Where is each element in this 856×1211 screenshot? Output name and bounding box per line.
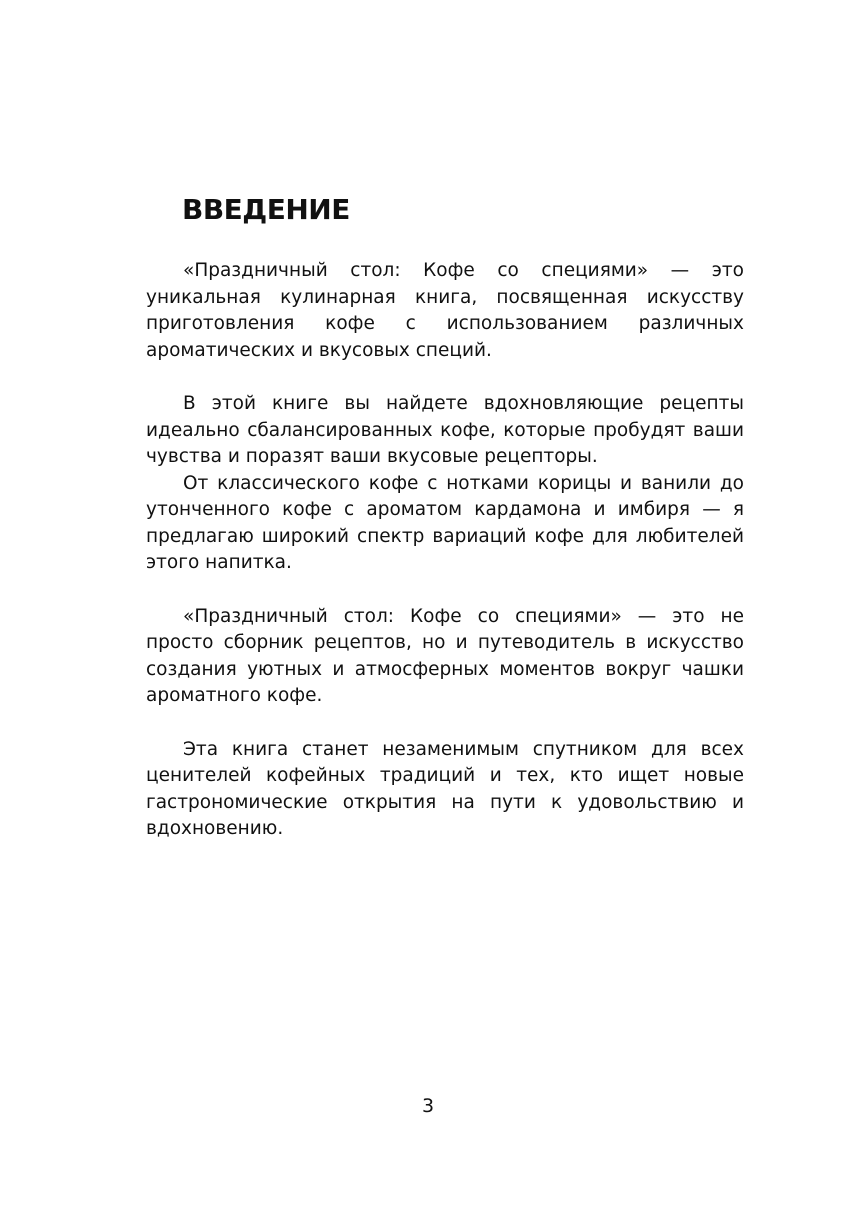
paragraph-1: «Праздничный стол: Кофе со специями» — это уникальная кулинарная книга, посвященная искусству приготовления кофе с использованием различных ароматических и вкусовых специй. — [146, 260, 744, 361]
page-title: ВВЕДЕНИЕ — [182, 193, 350, 226]
paragraph-3: От классического кофе с нотками корицы и ванили до утонченного кофе с ароматом кардамона и имбиря — я предлагаю широкий спектр вариаций кофе для любителей этого напитка. — [146, 472, 744, 573]
paragraph-2: В этой книге вы найдете вдохновляющие рецепты идеально сбалансированных кофе, которые пробудят ваши чувства и поразят ваши вкусовые рецепторы. — [146, 393, 744, 467]
paragraph-5: Эта книга станет незаменимым спутником для всех ценителей кофейных традиций и тех, кто ищет новые гастрономические открытия на пути к удовольствию и вдохновению. — [146, 738, 744, 839]
body-text — [146, 258, 744, 843]
paragraph-4: «Праздничный стол: Кофе со специями» — это не просто сборник рецептов, но и путеводитель в искусство создания уютных и атмосферных моментов вокруг чашки ароматного кофе. — [146, 605, 744, 706]
page-number: 3 — [421, 1095, 435, 1117]
